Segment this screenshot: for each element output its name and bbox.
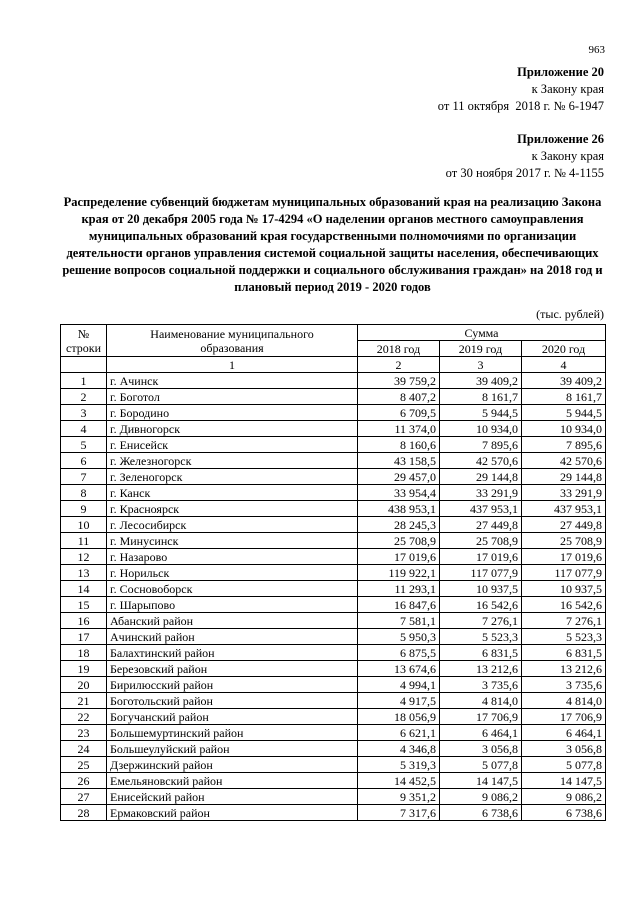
amount-2018-cell: 11 374,0 xyxy=(358,421,440,437)
row-number-cell: 23 xyxy=(61,725,107,741)
table-row xyxy=(61,485,606,501)
amount-2018-cell: 13 674,6 xyxy=(358,661,440,677)
amount-2019-cell: 42 570,6 xyxy=(440,453,522,469)
municipality-name-cell: Дзержинский район xyxy=(107,757,358,773)
municipality-name-cell: г. Минусинск xyxy=(107,533,358,549)
header-sum: Сумма xyxy=(358,325,606,341)
amount-2020-cell: 16 542,6 xyxy=(522,597,606,613)
row-number-cell: 1 xyxy=(61,373,107,389)
amount-2020-cell: 3 735,6 xyxy=(522,677,606,693)
amount-2020-cell: 6 464,1 xyxy=(522,725,606,741)
row-number-cell: 21 xyxy=(61,693,107,709)
municipality-name-cell: Ачинский район xyxy=(107,629,358,645)
municipality-name-cell: г. Сосновоборск xyxy=(107,581,358,597)
amount-2019-cell: 437 953,1 xyxy=(440,501,522,517)
amount-2019-cell: 25 708,9 xyxy=(440,533,522,549)
amount-2020-cell: 39 409,2 xyxy=(522,373,606,389)
municipality-name-cell: г. Железногорск xyxy=(107,453,358,469)
amount-2020-cell: 7 895,6 xyxy=(522,437,606,453)
amount-2020-cell: 4 814,0 xyxy=(522,693,606,709)
amount-2019-cell: 39 409,2 xyxy=(440,373,522,389)
amount-2018-cell: 5 319,3 xyxy=(358,757,440,773)
amount-2019-cell: 6 464,1 xyxy=(440,725,522,741)
municipality-name-cell: Енисейский район xyxy=(107,789,358,805)
table-row xyxy=(61,581,606,597)
municipality-name-cell: г. Дивногорск xyxy=(107,421,358,437)
row-number-cell: 12 xyxy=(61,549,107,565)
amount-2020-cell: 33 291,9 xyxy=(522,485,606,501)
appendix-26-block xyxy=(446,131,604,182)
amount-2018-cell: 25 708,9 xyxy=(358,533,440,549)
appendix-26-line1: к Закону края xyxy=(531,149,604,163)
amount-2018-cell: 5 950,3 xyxy=(358,629,440,645)
amount-2019-cell: 10 934,0 xyxy=(440,421,522,437)
amount-2018-cell: 4 994,1 xyxy=(358,677,440,693)
amount-2019-cell: 33 291,9 xyxy=(440,485,522,501)
amount-2019-cell: 13 212,6 xyxy=(440,661,522,677)
municipality-name-cell: г. Норильск xyxy=(107,565,358,581)
amount-2019-cell: 5 523,3 xyxy=(440,629,522,645)
row-number-cell: 24 xyxy=(61,741,107,757)
table-row xyxy=(61,709,606,725)
amount-2019-cell: 117 077,9 xyxy=(440,565,522,581)
row-number-cell: 14 xyxy=(61,581,107,597)
header-municipality xyxy=(107,325,358,357)
amount-2018-cell: 17 019,6 xyxy=(358,549,440,565)
amount-2020-cell: 6 831,5 xyxy=(522,645,606,661)
municipality-name-cell: г. Енисейск xyxy=(107,437,358,453)
amount-2018-cell: 8 160,6 xyxy=(358,437,440,453)
amount-2018-cell: 28 245,3 xyxy=(358,517,440,533)
amount-2020-cell: 42 570,6 xyxy=(522,453,606,469)
appendix-20-title: Приложение 20 xyxy=(517,65,604,79)
amount-2019-cell: 5 944,5 xyxy=(440,405,522,421)
header-colnum-3: 3 xyxy=(440,357,522,373)
amount-2020-cell: 117 077,9 xyxy=(522,565,606,581)
amount-2018-cell: 6 621,1 xyxy=(358,725,440,741)
row-number-cell: 17 xyxy=(61,629,107,645)
row-number-cell: 26 xyxy=(61,773,107,789)
header-row-number xyxy=(61,325,107,357)
table-row xyxy=(61,517,606,533)
row-number-cell: 4 xyxy=(61,421,107,437)
amount-2018-cell: 33 954,4 xyxy=(358,485,440,501)
amount-2018-cell: 7 581,1 xyxy=(358,613,440,629)
row-number-cell: 5 xyxy=(61,437,107,453)
municipality-name-cell: г. Красноярск xyxy=(107,501,358,517)
table-row xyxy=(61,437,606,453)
row-number-cell: 10 xyxy=(61,517,107,533)
row-number-cell: 18 xyxy=(61,645,107,661)
amount-2018-cell: 7 317,6 xyxy=(358,805,440,821)
amount-2020-cell: 10 937,5 xyxy=(522,581,606,597)
amount-2020-cell: 6 738,6 xyxy=(522,805,606,821)
municipality-name-cell: Богучанский район xyxy=(107,709,358,725)
table-row xyxy=(61,597,606,613)
amount-2018-cell: 6 709,5 xyxy=(358,405,440,421)
page-number: 963 xyxy=(588,44,605,56)
appendix-26-line2: от 30 ноября 2017 г. № 4-1155 xyxy=(445,166,604,180)
amount-2020-cell: 5 944,5 xyxy=(522,405,606,421)
row-number-cell: 9 xyxy=(61,501,107,517)
municipality-name-cell: Ермаковский район xyxy=(107,805,358,821)
amount-2019-cell: 6 738,6 xyxy=(440,805,522,821)
row-number-cell: 3 xyxy=(61,405,107,421)
table-row xyxy=(61,565,606,581)
table-row xyxy=(61,453,606,469)
table-row xyxy=(61,741,606,757)
amount-2020-cell: 27 449,8 xyxy=(522,517,606,533)
amount-2020-cell: 13 212,6 xyxy=(522,661,606,677)
row-number-cell: 27 xyxy=(61,789,107,805)
row-number-cell: 6 xyxy=(61,453,107,469)
municipality-name-cell: Бирилюсский район xyxy=(107,677,358,693)
municipality-name-cell: Большемуртинский район xyxy=(107,725,358,741)
table-row xyxy=(61,421,606,437)
table-row xyxy=(61,661,606,677)
header-colnum-2: 2 xyxy=(358,357,440,373)
amount-2018-cell: 8 407,2 xyxy=(358,389,440,405)
amount-2019-cell: 3 735,6 xyxy=(440,677,522,693)
amount-2019-cell: 5 077,8 xyxy=(440,757,522,773)
municipality-name-cell: Березовский район xyxy=(107,661,358,677)
amount-2020-cell: 25 708,9 xyxy=(522,533,606,549)
header-municipality-line2: образования xyxy=(200,340,264,355)
row-number-cell: 13 xyxy=(61,565,107,581)
header-row-number-line2: строки xyxy=(66,340,101,355)
amount-2020-cell: 8 161,7 xyxy=(522,389,606,405)
amount-2020-cell: 14 147,5 xyxy=(522,773,606,789)
amount-2019-cell: 14 147,5 xyxy=(440,773,522,789)
amount-2020-cell: 5 077,8 xyxy=(522,757,606,773)
row-number-cell: 28 xyxy=(61,805,107,821)
municipality-name-cell: Боготольский район xyxy=(107,693,358,709)
amount-2018-cell: 4 346,8 xyxy=(358,741,440,757)
row-number-cell: 16 xyxy=(61,613,107,629)
amount-2019-cell: 6 831,5 xyxy=(440,645,522,661)
amount-2019-cell: 10 937,5 xyxy=(440,581,522,597)
amount-2018-cell: 438 953,1 xyxy=(358,501,440,517)
amount-2018-cell: 18 056,9 xyxy=(358,709,440,725)
table-row xyxy=(61,533,606,549)
municipality-name-cell: Балахтинский район xyxy=(107,645,358,661)
amount-2018-cell: 6 875,5 xyxy=(358,645,440,661)
amount-2020-cell: 9 086,2 xyxy=(522,789,606,805)
amount-2018-cell: 119 922,1 xyxy=(358,565,440,581)
amount-2020-cell: 5 523,3 xyxy=(522,629,606,645)
municipality-name-cell: г. Зеленогорск xyxy=(107,469,358,485)
row-number-cell: 22 xyxy=(61,709,107,725)
header-municipality-line1: Наименование муниципального xyxy=(150,326,314,341)
table-row xyxy=(61,549,606,565)
subvention-table xyxy=(60,324,606,821)
amount-2018-cell: 4 917,5 xyxy=(358,693,440,709)
appendix-20-block xyxy=(438,64,604,115)
table-row xyxy=(61,613,606,629)
amount-2020-cell: 10 934,0 xyxy=(522,421,606,437)
table-row xyxy=(61,629,606,645)
municipality-name-cell: г. Ачинск xyxy=(107,373,358,389)
appendix-20-line2: от 11 октября 2018 г. № 6-1947 xyxy=(437,99,604,113)
amount-2018-cell: 29 457,0 xyxy=(358,469,440,485)
table-row xyxy=(61,677,606,693)
amount-2020-cell: 3 056,8 xyxy=(522,741,606,757)
amount-2019-cell: 27 449,8 xyxy=(440,517,522,533)
appendix-20-line1: к Закону края xyxy=(531,82,604,96)
amount-2019-cell: 17 019,6 xyxy=(440,549,522,565)
amount-2018-cell: 14 452,5 xyxy=(358,773,440,789)
table-row xyxy=(61,789,606,805)
row-number-cell: 2 xyxy=(61,389,107,405)
amount-2018-cell: 43 158,5 xyxy=(358,453,440,469)
amount-2019-cell: 7 895,6 xyxy=(440,437,522,453)
table-row xyxy=(61,405,606,421)
table-row xyxy=(61,373,606,389)
amount-2020-cell: 17 019,6 xyxy=(522,549,606,565)
header-colnum-4: 4 xyxy=(522,357,606,373)
amount-2020-cell: 29 144,8 xyxy=(522,469,606,485)
amount-2018-cell: 9 351,2 xyxy=(358,789,440,805)
table-row xyxy=(61,773,606,789)
amount-2019-cell: 17 706,9 xyxy=(440,709,522,725)
amount-2019-cell: 8 161,7 xyxy=(440,389,522,405)
document-title: Распределение субвенций бюджетам муниципальных образований края на реализацию Закона края от 20 декабря 2005 года № 17-4294 «О наделении органов местного самоуправления муниципальных образований края государственными полномочиями по организации деятельности органов управления системой социальной защиты населения, обеспечивающих решение вопросов социальной поддержки и социального обслуживания граждан» на 2018 год и плановый период 2019 - 2020 годов xyxy=(62,195,603,294)
municipality-name-cell: Абанский район xyxy=(107,613,358,629)
row-number-cell: 15 xyxy=(61,597,107,613)
units-label: (тыс. рублей) xyxy=(536,307,604,321)
header-colnum-blank xyxy=(61,357,107,373)
header-colnum-1: 1 xyxy=(107,357,358,373)
header-year-2018: 2018 год xyxy=(358,341,440,357)
amount-2019-cell: 29 144,8 xyxy=(440,469,522,485)
amount-2018-cell: 11 293,1 xyxy=(358,581,440,597)
table-row xyxy=(61,805,606,821)
municipality-name-cell: г. Боготол xyxy=(107,389,358,405)
municipality-name-cell: г. Канск xyxy=(107,485,358,501)
table-row xyxy=(61,645,606,661)
municipality-name-cell: г. Бородино xyxy=(107,405,358,421)
amount-2019-cell: 7 276,1 xyxy=(440,613,522,629)
municipality-name-cell: г. Назарово xyxy=(107,549,358,565)
header-year-2019: 2019 год xyxy=(440,341,522,357)
table-row xyxy=(61,757,606,773)
table-row xyxy=(61,389,606,405)
row-number-cell: 11 xyxy=(61,533,107,549)
table-row xyxy=(61,501,606,517)
row-number-cell: 8 xyxy=(61,485,107,501)
table-row xyxy=(61,725,606,741)
row-number-cell: 19 xyxy=(61,661,107,677)
amount-2019-cell: 9 086,2 xyxy=(440,789,522,805)
table-row xyxy=(61,693,606,709)
municipality-name-cell: г. Шарыпово xyxy=(107,597,358,613)
header-year-2020: 2020 год xyxy=(522,341,606,357)
amount-2020-cell: 437 953,1 xyxy=(522,501,606,517)
header-row-number-line1: № xyxy=(77,326,90,341)
table-body xyxy=(61,373,606,821)
municipality-name-cell: г. Лесосибирск xyxy=(107,517,358,533)
amount-2019-cell: 4 814,0 xyxy=(440,693,522,709)
amount-2019-cell: 16 542,6 xyxy=(440,597,522,613)
amount-2020-cell: 17 706,9 xyxy=(522,709,606,725)
row-number-cell: 25 xyxy=(61,757,107,773)
municipality-name-cell: Большеулуйский район xyxy=(107,741,358,757)
table-row xyxy=(61,469,606,485)
row-number-cell: 20 xyxy=(61,677,107,693)
municipality-name-cell: Емельяновский район xyxy=(107,773,358,789)
amount-2020-cell: 7 276,1 xyxy=(522,613,606,629)
amount-2018-cell: 39 759,2 xyxy=(358,373,440,389)
row-number-cell: 7 xyxy=(61,469,107,485)
appendix-26-title: Приложение 26 xyxy=(517,132,604,146)
amount-2018-cell: 16 847,6 xyxy=(358,597,440,613)
amount-2019-cell: 3 056,8 xyxy=(440,741,522,757)
